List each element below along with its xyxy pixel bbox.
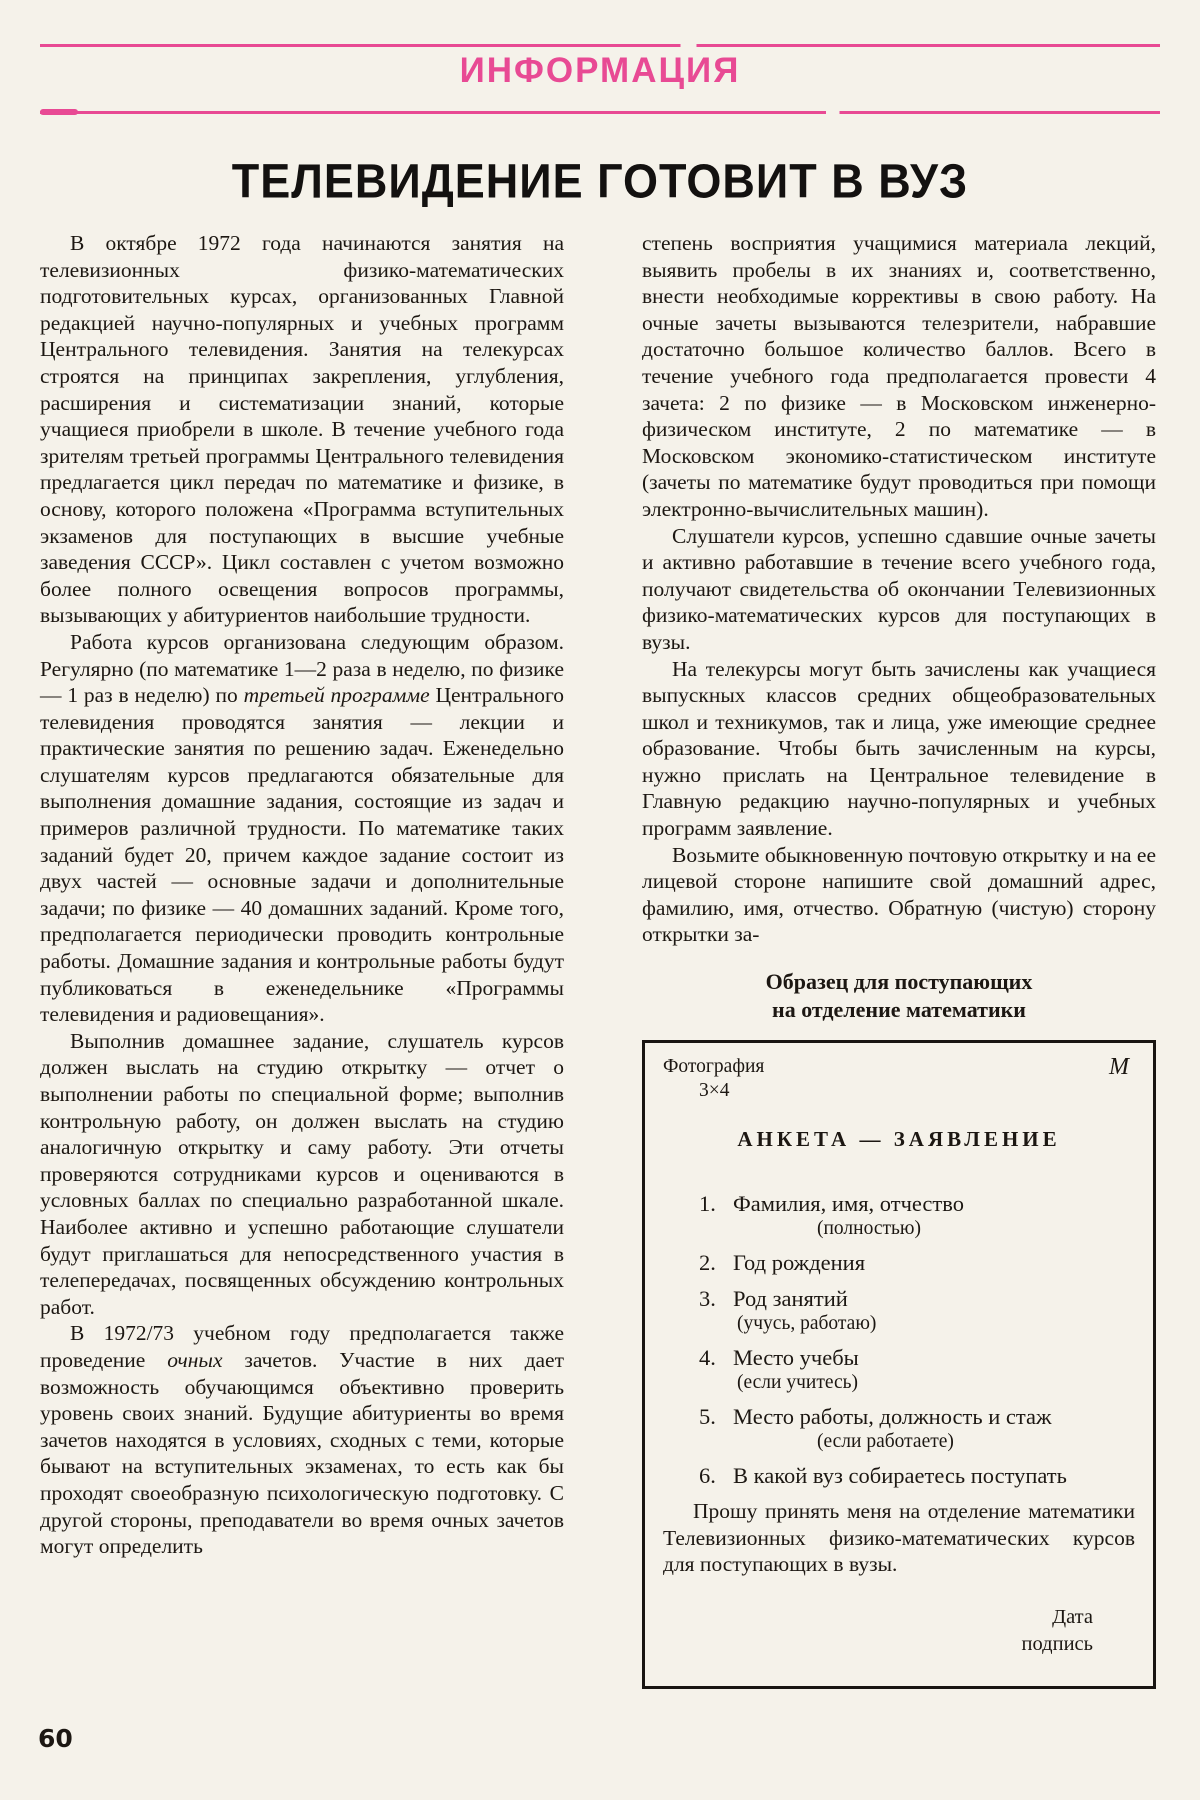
item-note: (если работаете) (817, 1431, 954, 1453)
italic-emphasis: третьей программе (243, 683, 430, 708)
signature-date-label: Дата (1052, 1605, 1093, 1628)
signature-sign-label: подпись (1021, 1632, 1093, 1655)
photo-placeholder-label (663, 1055, 764, 1103)
sample-heading-line1: Образец для поступающих (765, 969, 1033, 995)
item-text: Род занятий (733, 1286, 848, 1312)
italic-emphasis: очных (167, 1347, 223, 1372)
page-number: 60 (38, 1724, 73, 1753)
article-title: ТЕЛЕВИДЕНИЕ ГОТОВИТ В ВУЗ (231, 153, 969, 209)
text-run: В 1972/73 учебном году предполагается также проведение (40, 1321, 564, 1372)
item-text: Фамилия, имя, отчество (733, 1191, 964, 1217)
form-header-row (663, 1055, 1135, 1103)
header-rule-top (40, 44, 1160, 47)
article-body (40, 230, 1156, 1689)
paragraph-homework: Выполнив домашнее задание, слушатель курсов должен выслать на студию открытку — отчет о выполнении работы по специальной форме; выполнив контрольную работу, он должен выслать на студию аналогичную открытку и саму работу. Эти отчеты проверяются сотрудниками курсов и оцениваются в условных баллах по специально разработанной шкале. Наиболее активно и успешно работающие слушатели будут приглашаться для непосредственного участия в телепередачах, посвященных обсуждению контрольных работ. (40, 1028, 564, 1319)
signature-block (663, 1604, 1135, 1658)
left-column (40, 230, 564, 1689)
item-number: 4. (699, 1345, 716, 1371)
item-text: Место учебы (733, 1345, 859, 1371)
sample-heading-line2: на отделение математики (772, 997, 1026, 1023)
form-item-name (699, 1190, 1135, 1240)
form-item-birth-year (699, 1249, 1135, 1276)
sample-form-heading (642, 968, 1156, 1024)
item-text: Год рождения (733, 1250, 866, 1276)
text-run: зачетов. Участие в них дает возможность обучающимся объективно проверить уровень своих знаний. Будущие абитуриенты во время зачетов находятся в условиях, сходных с теми, которые бывают на вступительных экзаменах, то есть как бы проходят своеобразную психологическую подготовку. С другой стороны, преподаватели во время очных зачетов могут определить (40, 1347, 564, 1559)
item-note: (учусь, работаю) (737, 1313, 877, 1335)
form-statement: Прошу принять меня на отделение математики Телевизионных физико-математических курсов для поступающих в вузы. (663, 1499, 1135, 1577)
corner-letter: М (1109, 1054, 1129, 1081)
item-number: 6. (699, 1463, 716, 1489)
section-label: ИНФОРМАЦИЯ (459, 51, 741, 90)
paragraph-course-organization (40, 629, 564, 1028)
header-rule-bottom (40, 111, 1160, 114)
form-item-study-place (699, 1344, 1135, 1394)
item-number: 5. (699, 1404, 716, 1430)
photo-label-line2: 3×4 (699, 1080, 730, 1102)
paragraph-certificates: Слушатели курсов, успешно сдавшие очные зачеты и активно работавшие в течение всего учебного года, получают свидетельства об окончании Телевизионных физико-математических курсов для поступающих в вузы. (642, 523, 1156, 654)
text-run: Центрального телевидения проводятся занятия — лекции и практические занятия по решению задач. Еженедельно слушателям курсов предлагаются обязательные для выполнения домашние задания, состоящие из задач и примеров различной трудности. По математике таких заданий будет 20, причем каждое задание состоит из двух частей — основные задачи и дополнительные задачи; по физике — 40 домашних заданий. Кроме того, предполагается периодически проводить контрольные работы. Домашние задания и контрольные работы будут публиковаться в еженедельнике «Программы телевидения и радиовещания». (40, 683, 565, 1027)
item-note: (полностью) (817, 1218, 921, 1240)
item-note: (если учитесь) (737, 1372, 859, 1394)
photo-label-line1: Фотография (663, 1056, 765, 1078)
item-number: 2. (699, 1250, 716, 1276)
application-form-box (642, 1040, 1156, 1689)
text-run: Работа курсов организована следующим образом. Регулярно (по математике 1—2 раза в неделю, по физике — 1 раз в неделю) по (40, 629, 564, 708)
paragraph-exams (40, 1320, 564, 1559)
item-number: 3. (699, 1286, 716, 1312)
form-item-work-place (699, 1403, 1135, 1453)
paragraph-continuation: степень восприятия учащимися материала лекций, выявить пробелы в их знаниях и, соответственно, внести необходимые коррективы в свою работу. На очные зачеты вызываются телезрители, набравшие достаточно большое количество баллов. Всего в течение учебного года предполагается провести 4 зачета: 2 по физике — в Московском инженерно-физическом институте, 2 по математике — в Московском экономико-статистическом институте (зачеты по математике будут проводиться при помощи электронно-вычислительных машин). (642, 231, 1156, 521)
form-item-target-university (699, 1462, 1135, 1489)
form-item-occupation (699, 1285, 1135, 1335)
item-number: 1. (699, 1191, 716, 1217)
form-title: АНКЕТА — ЗАЯВЛЕНИЕ (737, 1127, 1061, 1152)
paragraph-enrollment: На телекурсы могут быть зачислены как учащиеся выпускных классов средних общеобразовательных школ и техникумов, так и лица, уже имеющие среднее образование. Чтобы быть зачисленным на курсы, нужно прислать на Центральное телевидение в Главную редакцию научно-популярных и учебных программ заявление. (642, 656, 1156, 841)
right-column (642, 230, 1156, 1689)
paragraph-intro: В октябре 1972 года начинаются занятия на телевизионных физико-математических подготовительных курсах, организованных Главной редакцией научно-популярных и учебных программ Центрального телевидения. Занятия на телекурсах строятся на принципах закрепления, углубления, расширения и систематизации знаний, которые учащиеся приобрели в школе. В течение учебного года зрителям третьей программы Центрального телевидения предлагается цикл передач по математике и физике, в основу, которого положена «Программа вступительных экзаменов для поступающих в высшие учебные заведения СССР». Цикл составлен с учетом возможно более полного освещения вопросов программы, вызывающих у абитуриентов наибольшие трудности. (40, 231, 564, 628)
item-text: В какой вуз собираетесь поступать (733, 1463, 1067, 1489)
item-text: Место работы, должность и стаж (733, 1404, 1052, 1430)
form-field-list (663, 1190, 1135, 1489)
paragraph-postcard: Возьмите обыкновенную почтовую открытку и на ее лицевой стороне напишите свой домашний адрес, фамилию, имя, отчество. Обратную (чистую) сторону открытки за- (642, 842, 1156, 947)
